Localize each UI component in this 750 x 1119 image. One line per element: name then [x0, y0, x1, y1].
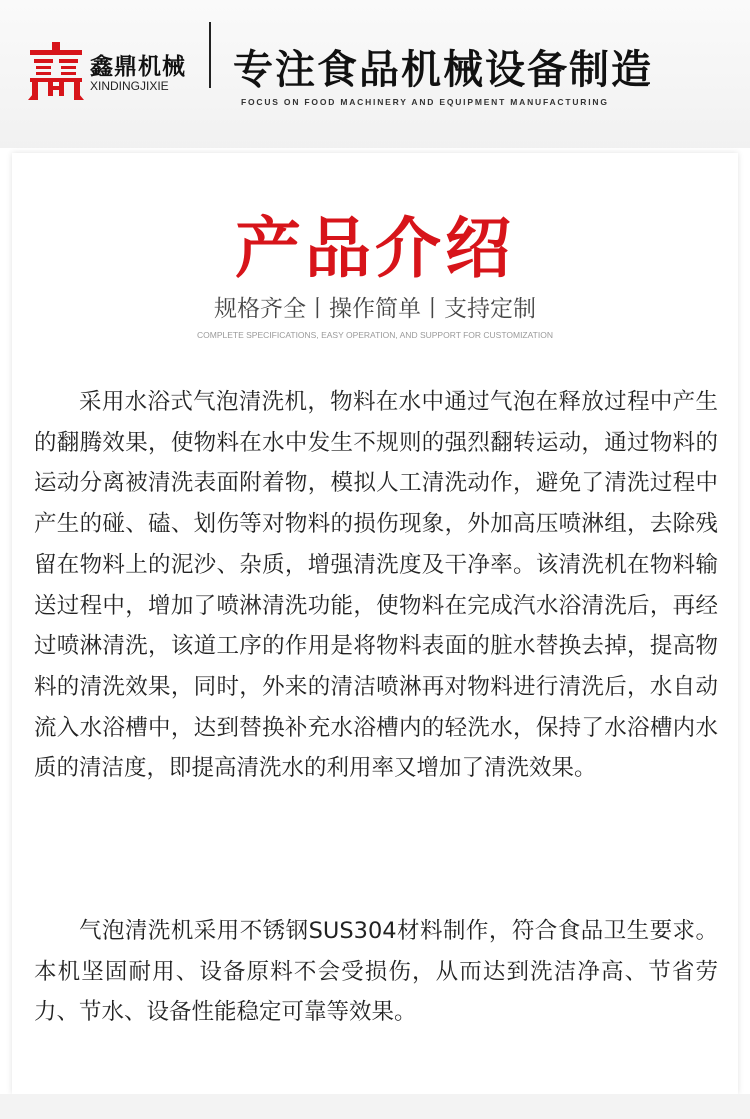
- section-title: 产品介绍: [235, 210, 515, 287]
- section-subtitle-en: COMPLETE SPECIFICATIONS, EASY OPERATION, AND SUPPORT FOR CUSTOMIZATION: [197, 330, 553, 340]
- brand-name-en: XINDINGJIXIE: [90, 79, 169, 93]
- page-header: [0, 0, 750, 148]
- brand-name: 鑫鼎机械: [90, 54, 186, 80]
- section-subtitle: 规格齐全丨操作简单丨支持定制: [214, 296, 536, 322]
- header-divider: [209, 22, 211, 88]
- xinding-logo-icon: [24, 40, 88, 100]
- body-paragraph: 采用水浴式气泡清洗机，物料在水中通过气泡在释放过程中产生的翻腾效果，使物料在水中发生不规则的强烈翻转运动，通过物料的运动分离被清洗表面附着物，模拟人工清洗动作，避免了清洗过程中产生的碰、磕、划伤等对物料的损伤现象，外加高压喷淋组，去除残留在物料上的泥沙、杂质，增强清洗度及干净率。该清洗机在物料输送过程中，增加了喷淋清洗功能，使物料在完成汽水浴清洗后，再经过喷淋清洗，该道工序的作用是将物料表面的脏水替换去掉，提高物料的清洗效果，同时，外来的清洁喷淋再对物料进行清洗后，水自动流入水浴槽中，达到替换补充水浴槽内的轻洗水，保持了水浴槽内水质的清洁度，即提高清洗水的利用率又增加了清洗效果。: [34, 389, 718, 782]
- footer-strip: [0, 1094, 750, 1119]
- header-slogan-en: FOCUS ON FOOD MACHINERY AND EQUIPMENT MANUFACTURING: [241, 97, 609, 107]
- header-slogan: 专注食品机械设备制造: [233, 47, 653, 93]
- body-paragraph: 气泡清洗机采用不锈钢SUS304材料制作，符合食品卫生要求。本机坚固耐用、设备原料不会受损伤，从而达到洗洁净高、节省劳力、节水、设备性能稳定可靠等效果。: [34, 918, 718, 1026]
